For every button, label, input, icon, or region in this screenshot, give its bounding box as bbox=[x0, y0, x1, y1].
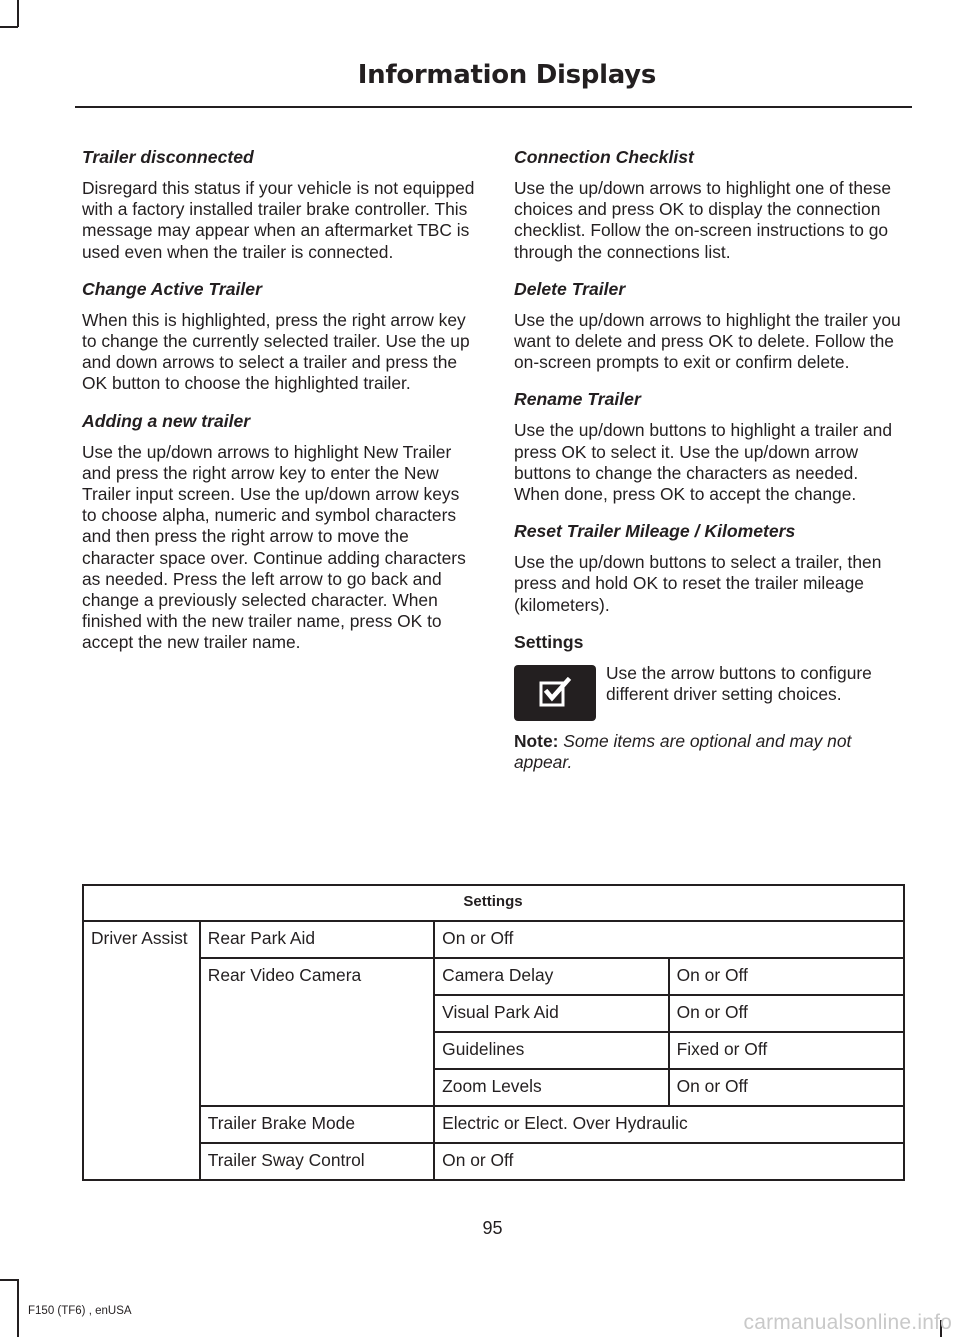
section-body: Use the up/down buttons to highlight a trailer and press OK to select it. Use the up/down arrow buttons to change the characters as needed. When done, press OK to accept the change. bbox=[514, 420, 893, 505]
section-heading: Change Active Trailer bbox=[82, 278, 262, 299]
table-title: Settings bbox=[83, 885, 904, 921]
table-cell: On or Off bbox=[434, 1143, 904, 1180]
table-row bbox=[83, 921, 904, 958]
table-cell: Fixed or Off bbox=[669, 1032, 904, 1069]
table-cell: Trailer Sway Control bbox=[200, 1143, 434, 1180]
footer-code: F150 (TF6) , enUSA bbox=[28, 1305, 132, 1317]
settings-heading: Settings bbox=[514, 631, 584, 652]
section-body: When this is highlighted, press the right arrow key to change the currently selected trailer. Use the up and down arrows to select a trailer and press the OK button to choose the highlighted trailer. bbox=[82, 309, 470, 394]
table-cell: Guidelines bbox=[434, 1032, 668, 1069]
table-row bbox=[83, 1143, 904, 1180]
table-cell: Trailer Brake Mode bbox=[200, 1106, 434, 1143]
note bbox=[514, 731, 908, 773]
table-cell: On or Off bbox=[669, 958, 904, 995]
table-row bbox=[83, 958, 904, 995]
table-cell: On or Off bbox=[669, 995, 904, 1032]
section-body: Use the up/down buttons to select a trailer, then press and hold OK to reset the trailer mileage (kilometers). bbox=[514, 552, 882, 615]
settings-icon-description: Use the arrow buttons to configure different driver setting choices. bbox=[606, 662, 872, 705]
note-label: Note: bbox=[514, 730, 559, 751]
table-cell: Rear Park Aid bbox=[200, 921, 434, 958]
header-divider bbox=[75, 106, 912, 108]
table-cell: Zoom Levels bbox=[434, 1069, 668, 1106]
section-heading: Reset Trailer Mileage / Kilometers bbox=[514, 521, 796, 542]
table-cell: Visual Park Aid bbox=[434, 995, 668, 1032]
note-text: Some items are optional and may not appear. bbox=[514, 730, 852, 773]
settings-table bbox=[82, 884, 905, 1181]
left-column bbox=[82, 146, 478, 669]
page-title: Information Displays bbox=[357, 60, 656, 90]
page-number: 95 bbox=[482, 1218, 503, 1238]
settings-icon-row bbox=[514, 663, 908, 721]
section-heading: Delete Trailer bbox=[514, 278, 626, 299]
right-column bbox=[514, 146, 908, 788]
table-cell: Rear Video Camera bbox=[200, 958, 434, 1106]
section-heading: Trailer disconnected bbox=[82, 147, 254, 167]
section-heading: Connection Checklist bbox=[514, 147, 694, 167]
watermark: carmanualsonline.info bbox=[743, 1311, 952, 1334]
section-body: Disregard this status if your vehicle is not equipped with a factory installed trailer brake controller. This message may appear when an aftermarket TBC is used even when the trailer is connected. bbox=[82, 178, 475, 262]
section-body: Use the up/down arrows to highlight the trailer you want to delete and press OK to delete. Follow the on-screen prompts to exit or confirm delete. bbox=[514, 309, 901, 373]
table-category: Driver Assist bbox=[83, 921, 200, 1180]
section-body: Use the up/down arrows to highlight New Trailer and press the right arrow key to enter the New Trailer input screen. Use the up/down arrow keys to choose alpha, numeric and symbol characters and then press the right arrow to move the character space over. Continue adding characters as needed. Press the left arrow to go back and change a previously selected character. When finished with the new trailer name, press OK to accept the new trailer name. bbox=[82, 441, 466, 653]
section-body: Use the up/down arrows to highlight one of these choices and press OK to display the connection checklist. Follow the on-screen instructions to go through the connections list. bbox=[514, 178, 892, 262]
section-heading: Rename Trailer bbox=[514, 389, 641, 410]
table-cell: Electric or Elect. Over Hydraulic bbox=[434, 1106, 904, 1143]
section-heading: Adding a new trailer bbox=[82, 410, 251, 431]
crop-mark bbox=[17, 0, 19, 27]
table-row bbox=[83, 1106, 904, 1143]
settings-checkmark-icon bbox=[514, 665, 596, 721]
table-cell: On or Off bbox=[434, 921, 904, 958]
crop-mark bbox=[0, 1279, 18, 1281]
table-cell: On or Off bbox=[669, 1069, 904, 1106]
crop-mark bbox=[17, 1279, 19, 1337]
crop-mark bbox=[0, 26, 18, 28]
table-cell: Camera Delay bbox=[434, 958, 668, 995]
